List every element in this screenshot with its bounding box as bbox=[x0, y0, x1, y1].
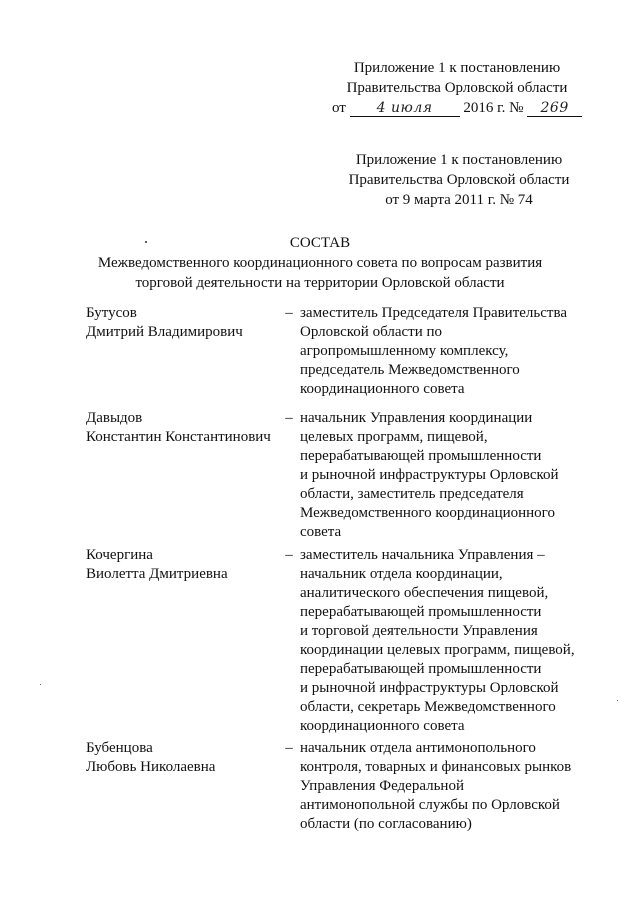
attachment-line: Приложение 1 к постановлению bbox=[353, 60, 561, 76]
role-line: контроля, товарных и финансовых рынков bbox=[300, 759, 572, 775]
role-line: и рыночной инфраструктуры Орловской bbox=[300, 467, 559, 483]
role-line: области, секретарь Межведомственного bbox=[300, 699, 556, 715]
member-surname: Давыдов bbox=[86, 410, 143, 426]
role-line: области (по согласованию) bbox=[300, 816, 472, 832]
member-given-name: Дмитрий Владимирович bbox=[86, 324, 243, 340]
attachment-line: от 9 марта 2011 г. № 74 bbox=[385, 192, 533, 208]
attachment-line: Приложение 1 к постановлению bbox=[355, 152, 563, 168]
member-given-name: Виолетта Дмитриевна bbox=[86, 566, 228, 582]
attachment-date-line bbox=[332, 98, 582, 118]
role-line: перерабатывающей промышленности bbox=[300, 448, 542, 464]
dash-separator: – bbox=[285, 547, 293, 563]
dash-separator: – bbox=[285, 740, 293, 756]
role-line: заместитель Председателя Правительства bbox=[300, 305, 568, 321]
member-name bbox=[86, 739, 281, 777]
scan-speck bbox=[145, 241, 147, 243]
dash-separator: – bbox=[285, 410, 293, 426]
attachment-line: Правительства Орловской области bbox=[348, 172, 570, 188]
role-line: координационного совета bbox=[300, 381, 465, 397]
member-name bbox=[86, 546, 281, 584]
role-line: и рыночной инфраструктуры Орловской bbox=[300, 680, 559, 696]
role-line: Межведомственного координационного bbox=[300, 505, 555, 521]
role-line: и торговой деятельности Управления bbox=[300, 623, 538, 639]
role-line: координации целевых программ, пищевой, bbox=[300, 642, 575, 658]
attachment-line: Правительства Орловской области bbox=[346, 80, 568, 96]
member-role bbox=[300, 409, 590, 542]
year-number-text: 2016 г. № bbox=[463, 100, 524, 116]
member-given-name: Любовь Николаевна bbox=[86, 759, 216, 775]
date-prefix: от bbox=[332, 100, 346, 116]
role-line: агропромышленному комплексу, bbox=[300, 343, 509, 359]
scan-speck bbox=[617, 700, 618, 701]
role-line: целевых программ, пищевой, bbox=[300, 429, 488, 445]
attachment-header-old bbox=[334, 150, 584, 210]
member-surname: Бубенцова bbox=[86, 740, 153, 756]
member-surname: Кочергина bbox=[86, 547, 153, 563]
role-line: начальник Управления координации bbox=[300, 410, 533, 426]
role-line: председатель Межведомственного bbox=[300, 362, 520, 378]
member-given-name: Константин Константинович bbox=[86, 429, 271, 445]
handwritten-number: 269 bbox=[527, 100, 582, 117]
dash-separator: – bbox=[285, 305, 293, 321]
role-line: начальник отдела антимонопольного bbox=[300, 740, 536, 756]
member-role bbox=[300, 739, 590, 834]
role-line: перерабатывающей промышленности bbox=[300, 661, 542, 677]
title-line: Межведомственного координационного совета по вопросам развития bbox=[97, 255, 543, 271]
role-line: Управления Федеральной bbox=[300, 778, 464, 794]
title-heading: СОСТАВ bbox=[289, 235, 351, 251]
member-name bbox=[86, 304, 281, 342]
role-line: заместитель начальника Управления – bbox=[300, 547, 545, 563]
title-line: торговой деятельности на территории Орловской области bbox=[135, 275, 505, 291]
member-name bbox=[86, 409, 281, 447]
role-line: начальник отдела координации, bbox=[300, 566, 503, 582]
member-role bbox=[300, 304, 590, 399]
role-line: области, заместитель председателя bbox=[300, 486, 524, 502]
role-line: Орловской области по bbox=[300, 324, 442, 340]
role-line: совета bbox=[300, 524, 342, 540]
member-role bbox=[300, 546, 590, 736]
handwritten-date: 4 июля bbox=[350, 100, 460, 117]
attachment-header-new bbox=[332, 58, 582, 118]
role-line: аналитического обеспечения пищевой, bbox=[300, 585, 549, 601]
role-line: координационного совета bbox=[300, 718, 465, 734]
role-line: антимонопольной службы по Орловской bbox=[300, 797, 560, 813]
document-title bbox=[60, 233, 580, 293]
scan-speck bbox=[40, 684, 41, 685]
member-surname: Бутусов bbox=[86, 305, 137, 321]
role-line: перерабатывающей промышленности bbox=[300, 604, 542, 620]
